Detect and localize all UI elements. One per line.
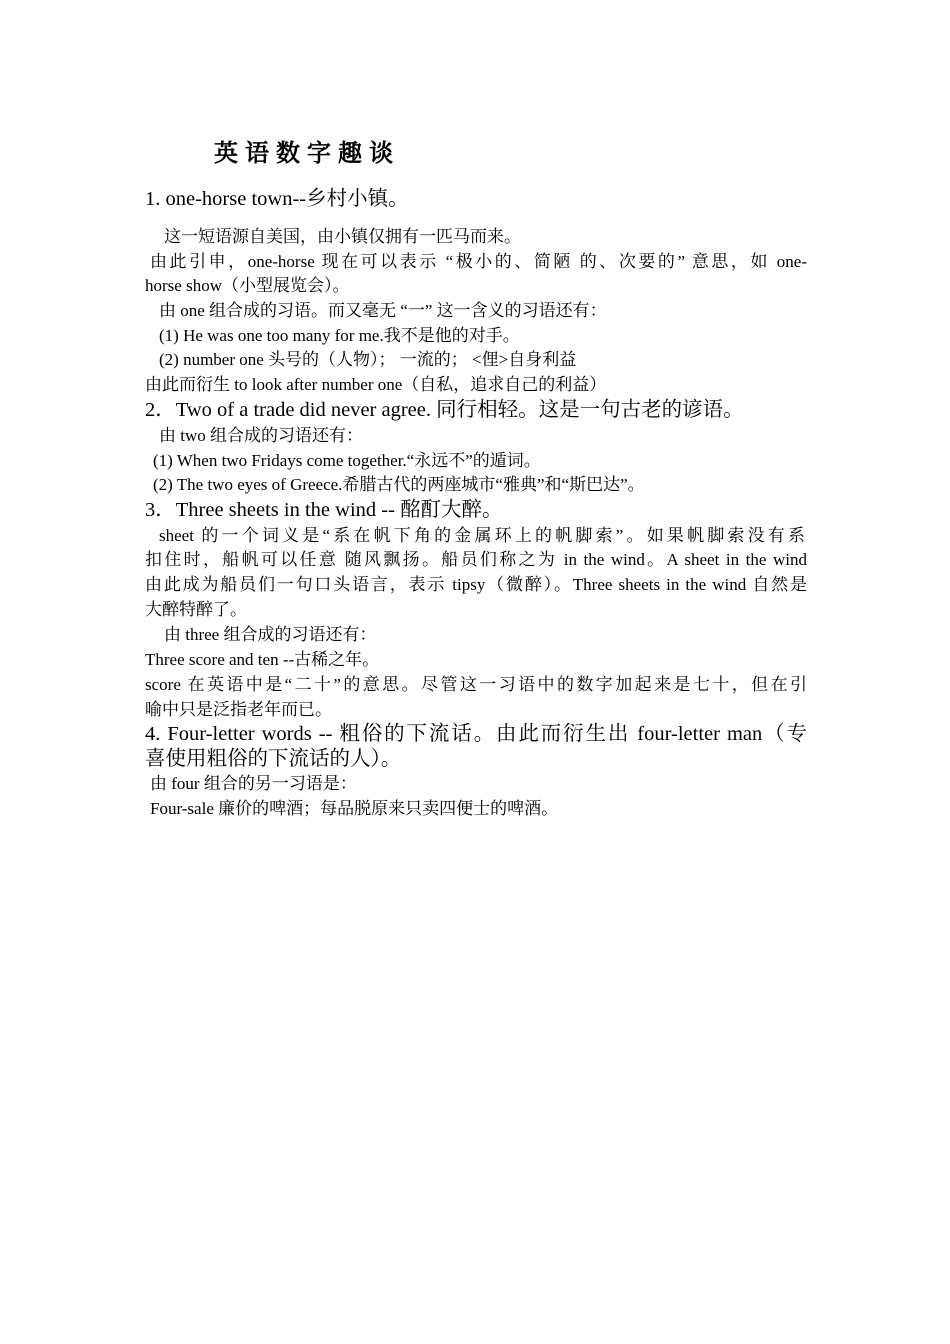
list-item: (1) When two Fridays come together.“永远不”的遁词。 (153, 451, 541, 470)
paragraph-line: 这一短语源自美国，由小镇仅拥有一匹马而来。 (164, 227, 521, 246)
list-item: (2) number one 头号的（人物）； 一流的； <俚>自身利益 (159, 350, 577, 369)
section-heading-3: 3．Three sheets in the wind -- 酩酊大醉。 (145, 499, 503, 521)
document-title: 英语数字趣谈 (214, 141, 400, 167)
paragraph-line: 由 three 组合成的习语还有： (164, 625, 377, 644)
paragraph-line: 大醉特醉了。 (145, 600, 247, 619)
paragraph-line: score 在英语中是“二十”的意思。尽管这一习语中的数字加起来是七十，但在引 (145, 675, 807, 694)
paragraph-line: 由此成为船员们一句口头语言，表示 tipsy（微醉）。Three sheets in the wind 自然是 (145, 575, 807, 594)
paragraph-line: 由此而衍生 to look after number one（自私，追求自己的利益） (145, 375, 607, 394)
paragraph-line: 扣住时，船帆可以任意 随风飘扬。船员们称之为 in the wind。A sheet in the wind (145, 550, 807, 569)
list-item: (2) The two eyes of Greece.希腊古代的两座城市“雅典”和“斯巴达”。 (153, 475, 645, 494)
paragraph-line: 由 one 组合成的习语。而又毫无 “一” 这一含义的习语还有： (159, 301, 607, 320)
section-heading-1: 1. one-horse town--乡村小镇。 (145, 188, 409, 210)
section-heading-2: 2．Two of a trade did never agree. 同行相轻。这是一句古老的谚语。 (145, 399, 744, 421)
section-heading-4: 4. Four-letter words -- 粗俗的下流话。由此而衍生出 four-letter man（专 (145, 723, 807, 745)
paragraph-line: 喻中只是泛指老年而已。 (145, 700, 332, 719)
list-item: (1) He was one too many for me.我不是他的对手。 (159, 326, 520, 345)
section-heading-4-continued: 喜使用粗俗的下流话的人）。 (145, 748, 402, 770)
paragraph-line: 由此引申，one-horse 现在可以表示 “极小的、简陋 的、次要的” 意思，如 one- (150, 252, 807, 271)
paragraph-line: Four-sale 廉价的啤酒；每品脱原来只卖四便士的啤酒。 (150, 799, 559, 818)
paragraph-line: sheet 的一个词义是“系在帆下角的金属环上的帆脚索”。如果帆脚索没有系 (159, 526, 805, 545)
paragraph-line: 由 two 组合成的习语还有： (159, 426, 363, 445)
paragraph-line: Three score and ten --古稀之年。 (145, 650, 380, 669)
paragraph-line: horse show（小型展览会）。 (145, 276, 350, 295)
paragraph-line: 由 four 组合的另一习语是： (150, 774, 357, 793)
